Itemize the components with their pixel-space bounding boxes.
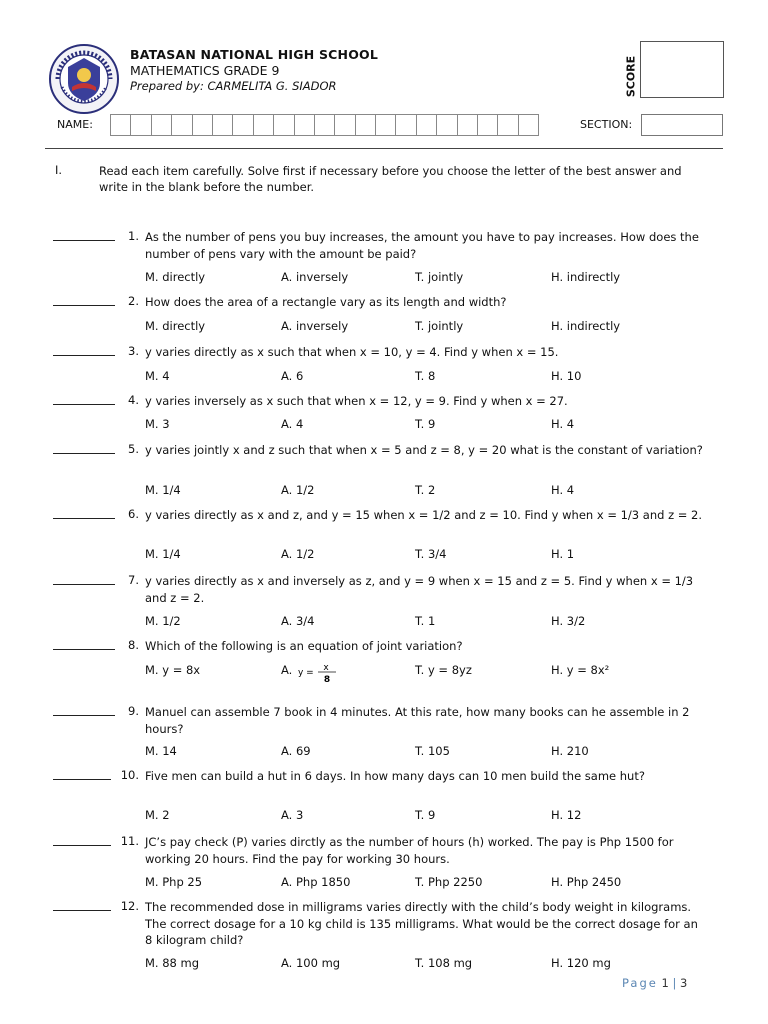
question-text: y varies jointly x and z such that when x = 5 and z = 8, y = 20 what is the constant of variation? xyxy=(145,443,703,457)
option-m: M. 4 xyxy=(145,369,170,383)
option-h: H. indirectly xyxy=(551,270,621,284)
question-text: How does the area of a rectangle vary as its length and width? xyxy=(145,295,507,309)
option-m: M. directly xyxy=(145,319,206,333)
option-m: M. Php 25 xyxy=(145,875,203,889)
question-text: y varies directly as x such that when x = 10, y = 4. Find y when x = 15. xyxy=(145,345,559,359)
page-total: 3 xyxy=(680,976,688,990)
option-t: T. 9 xyxy=(415,417,436,431)
option-a: A. 4 xyxy=(281,417,304,431)
name-letter-box[interactable] xyxy=(130,114,151,136)
score-box[interactable] xyxy=(640,41,724,98)
page-number: 1 xyxy=(661,976,669,990)
question-number: 5. xyxy=(128,442,139,456)
option-h: H. 4 xyxy=(551,483,575,497)
option-t: T. jointly xyxy=(415,270,464,284)
option-a: A. 1/2 xyxy=(281,547,315,561)
name-letter-box[interactable] xyxy=(273,114,294,136)
option-t: T. 2 xyxy=(415,483,436,497)
question-number: 12. xyxy=(120,899,139,913)
option-h: H. 1 xyxy=(551,547,575,561)
question-text: As the number of pens you buy increases, the amount you have to pay increases. How does the number of pens vary with the amount be paid? xyxy=(145,230,699,261)
score-label: SCORE xyxy=(624,55,638,98)
name-letter-box[interactable] xyxy=(477,114,498,136)
name-letter-box[interactable] xyxy=(395,114,416,136)
answer-blank[interactable] xyxy=(53,834,111,846)
option-h: H. 3/2 xyxy=(551,614,586,628)
name-input-grid[interactable] xyxy=(110,114,538,136)
option-a: A. 1/2 xyxy=(281,483,315,497)
option-h: H. 120 mg xyxy=(551,956,611,970)
option-h: H. 10 xyxy=(551,369,582,383)
question-text: Manuel can assemble 7 book in 4 minutes. At this rate, how many books can he assemble in 2 hours? xyxy=(145,705,690,736)
option-t: T. 108 mg xyxy=(415,956,473,970)
option-a: A. inversely xyxy=(281,270,349,284)
answer-blank[interactable] xyxy=(53,768,111,780)
question-number: 3. xyxy=(128,344,139,358)
name-letter-box[interactable] xyxy=(375,114,396,136)
section-field[interactable] xyxy=(641,114,723,136)
name-letter-box[interactable] xyxy=(171,114,192,136)
name-letter-box[interactable] xyxy=(497,114,518,136)
option-a: A. 69 xyxy=(281,744,311,758)
option-a: A. xyxy=(281,663,293,677)
name-letter-box[interactable] xyxy=(253,114,274,136)
option-t: T. y = 8yz xyxy=(415,663,472,677)
question-number: 1. xyxy=(128,229,139,243)
option-h: H. indirectly xyxy=(551,319,621,333)
name-letter-box[interactable] xyxy=(110,114,131,136)
question-number: 11. xyxy=(120,834,139,848)
question-text: y varies directly as x and z, and y = 15 when x = 1/2 and z = 10. Find y when x = 1/3 and z = 2. xyxy=(145,508,703,522)
name-letter-box[interactable] xyxy=(314,114,335,136)
name-letter-box[interactable] xyxy=(518,114,539,136)
fraction-numerator: x xyxy=(323,663,329,673)
part-number: I. xyxy=(55,163,63,177)
name-label: NAME: xyxy=(57,118,93,131)
option-m: M. 1/4 xyxy=(145,547,181,561)
option-a: A. 6 xyxy=(281,369,304,383)
option-h: H. y = 8x² xyxy=(551,663,610,677)
question-text: The recommended dose in milligrams varies directly with the child’s body weight in kilograms. The correct dosage for a 10 kg child is 135 milligrams. What would be the correct dosage for an 8 kilogram child? xyxy=(145,900,698,947)
option-t: T. Php 2250 xyxy=(415,875,483,889)
option-m: M. 1/2 xyxy=(145,614,181,628)
option-m: M. y = 8x xyxy=(145,663,201,677)
option-h: H. Php 2450 xyxy=(551,875,622,889)
name-letter-box[interactable] xyxy=(232,114,253,136)
fraction-denominator: 8 xyxy=(323,675,331,684)
question-number: 8. xyxy=(128,638,139,652)
deped-seal-logo xyxy=(48,43,120,115)
fraction-option xyxy=(296,660,346,684)
option-m: M. 1/4 xyxy=(145,483,181,497)
question-text: y varies directly as x and inversely as z, and y = 9 when x = 15 and z = 5. Find y when x = 1/3 and z = 2. xyxy=(145,574,694,605)
name-letter-box[interactable] xyxy=(457,114,478,136)
name-letter-box[interactable] xyxy=(436,114,457,136)
school-name: BATASAN NATIONAL HIGH SCHOOL xyxy=(130,47,379,62)
option-m: M. 3 xyxy=(145,417,170,431)
question-text: Which of the following is an equation of joint variation? xyxy=(145,639,463,653)
option-h: H. 210 xyxy=(551,744,589,758)
option-a: A. Php 1850 xyxy=(281,875,351,889)
instructions-text: Read each item carefully. Solve first if necessary before you choose the letter of the best answer and write in the blank before the number. xyxy=(99,164,682,194)
header-divider xyxy=(45,148,723,149)
prepared-by: Prepared by: CARMELITA G. SIADOR xyxy=(130,79,337,93)
option-h: H. 12 xyxy=(551,808,582,822)
fraction-lhs: y = xyxy=(298,668,314,678)
option-a: A. 100 mg xyxy=(281,956,341,970)
option-m: M. directly xyxy=(145,270,206,284)
question-number: 7. xyxy=(128,573,139,587)
option-h: H. 4 xyxy=(551,417,575,431)
option-t: T. jointly xyxy=(415,319,464,333)
name-letter-box[interactable] xyxy=(355,114,376,136)
option-t: T. 105 xyxy=(415,744,450,758)
section-label: SECTION: xyxy=(580,118,633,131)
question-number: 2. xyxy=(128,294,139,308)
question-text: JC’s pay check (P) varies dirctly as the number of hours (h) worked. The pay is Php 1500 for working 20 hours. Find the pay for working 30 hours. xyxy=(145,835,674,866)
question-text: Five men can build a hut in 6 days. In how many days can 10 men build the same hut? xyxy=(145,769,645,783)
option-a: A. inversely xyxy=(281,319,349,333)
question-number: 10. xyxy=(120,768,139,782)
option-m: M. 2 xyxy=(145,808,170,822)
question-text: y varies inversely as x such that when x = 12, y = 9. Find y when x = 27. xyxy=(145,394,568,408)
subject-title: MATHEMATICS GRADE 9 xyxy=(130,63,280,78)
page-separator: | xyxy=(672,976,677,990)
option-t: T. 1 xyxy=(415,614,436,628)
name-letter-box[interactable] xyxy=(294,114,315,136)
option-m: M. 14 xyxy=(145,744,177,758)
question-number: 9. xyxy=(128,704,139,718)
name-letter-box[interactable] xyxy=(416,114,437,136)
name-letter-box[interactable] xyxy=(334,114,355,136)
option-a: A. 3 xyxy=(281,808,304,822)
answer-blank[interactable] xyxy=(53,899,111,911)
question-number: 6. xyxy=(128,507,139,521)
option-t: T. 3/4 xyxy=(415,547,447,561)
option-m: M. 88 mg xyxy=(145,956,200,970)
page-footer xyxy=(622,976,687,990)
option-t: T. 9 xyxy=(415,808,436,822)
page-word: Page xyxy=(622,976,658,990)
question-number: 4. xyxy=(128,393,139,407)
name-letter-box[interactable] xyxy=(212,114,233,136)
name-letter-box[interactable] xyxy=(192,114,213,136)
option-t: T. 8 xyxy=(415,369,436,383)
option-a: A. 3/4 xyxy=(281,614,315,628)
name-letter-box[interactable] xyxy=(151,114,172,136)
